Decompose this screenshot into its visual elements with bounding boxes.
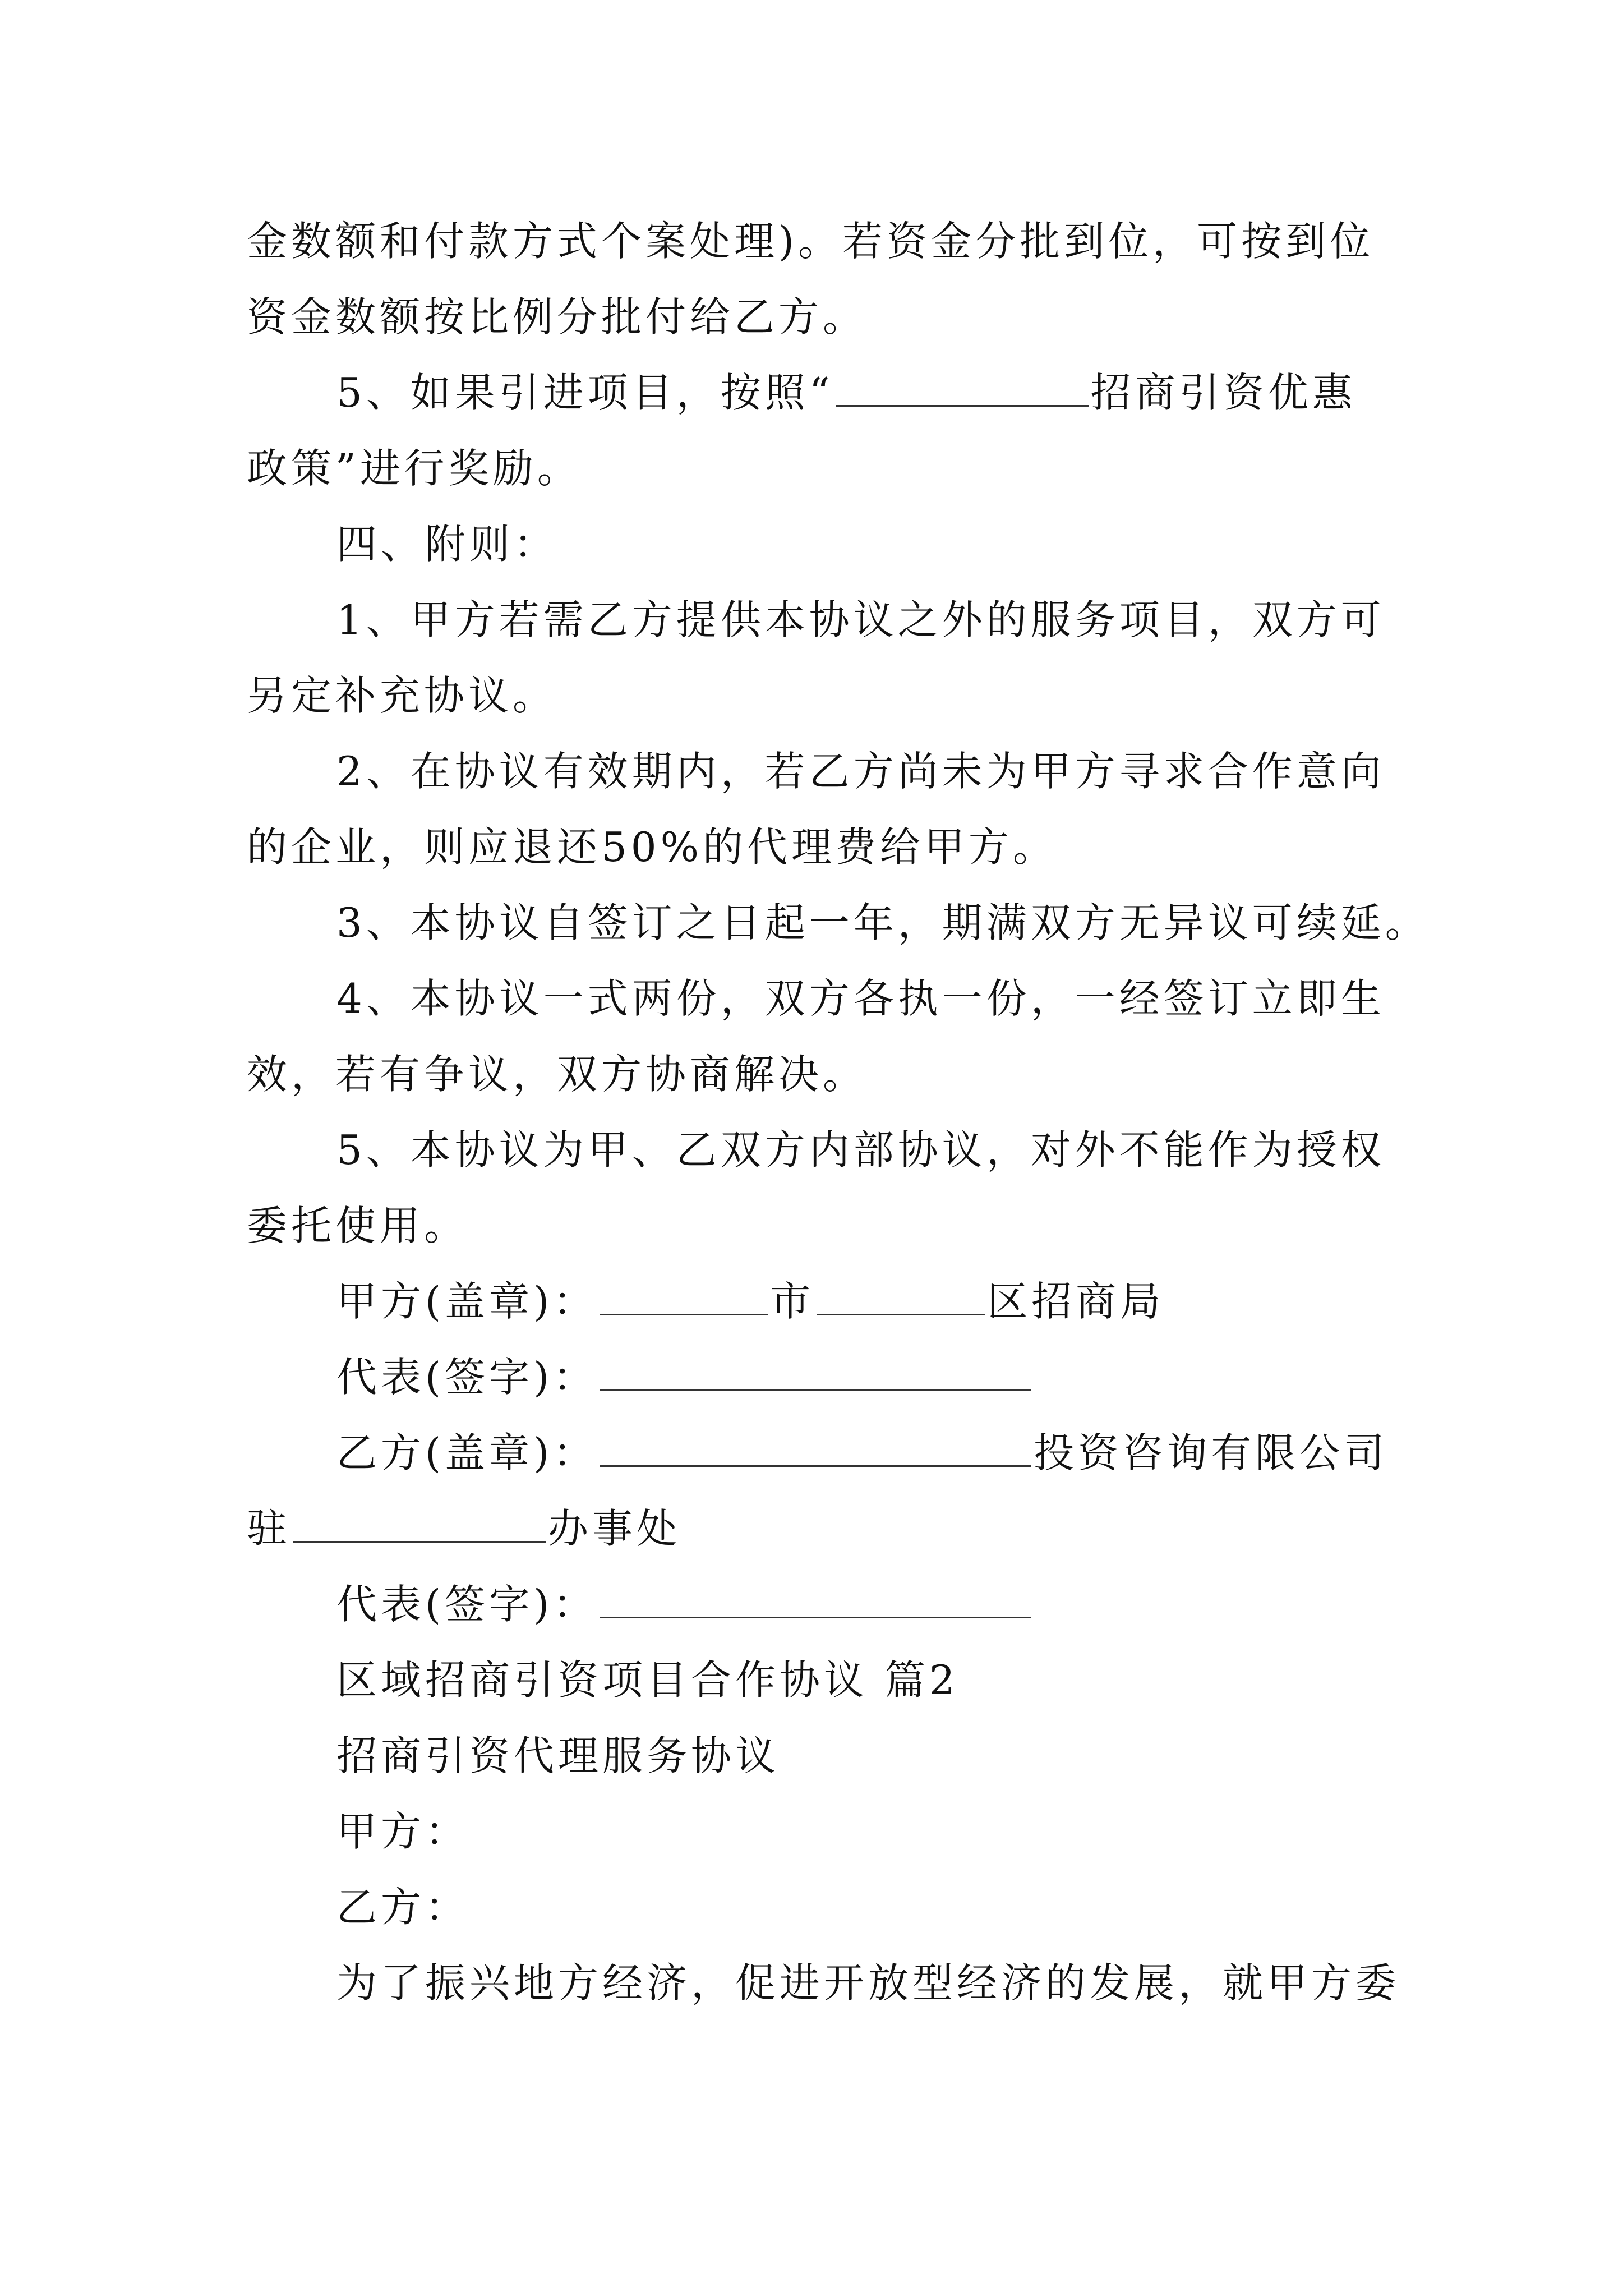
party-b-office-line [247,1501,681,1557]
paragraph-line: 3、本协议自签订之日起一年，期满双方无异议可续延。 [336,899,1430,946]
party-b-label: 乙方(盖章)： [336,1429,598,1476]
party-b-signature-line [336,1425,1388,1481]
paragraph-line-with-blank [336,365,1357,421]
fill-blank [600,1426,1031,1467]
rep-a-label: 代表(签字)： [336,1354,598,1401]
paragraph-line: 效，若有争议，双方协商解决。 [247,1051,868,1098]
fill-blank [293,1502,546,1543]
fill-blank [600,1274,768,1315]
section2-intro: 为了振兴地方经济，促进开放型经济的发展，就甲方委 [336,1959,1400,2007]
paragraph-line: 5、本协议为甲、乙双方内部协议，对外不能作为授权 [336,1126,1385,1174]
paragraph-line: 委托使用。 [247,1202,469,1249]
paragraph-line: 资金数额按比例分批付给乙方。 [247,293,868,341]
fill-blank [600,1577,1031,1618]
section2-heading: 区域招商引资项目合作协议 篇2 [336,1657,959,1704]
paragraph-line: 4、本协议一式两份，双方各执一份，一经签订立即生 [336,975,1385,1022]
paragraph-line: 政策”进行奖励。 [247,445,582,492]
party-a-label: 甲方(盖章)： [336,1278,598,1325]
line-text: 5、如果引进项目，按照“ [336,369,834,416]
rep-b-signature-line [336,1576,1034,1632]
fill-blank [817,1274,985,1315]
rep-b-label: 代表(签字)： [336,1581,598,1628]
party-a-city: 市 [770,1278,815,1325]
line-text: 招商引资优惠 [1090,369,1357,416]
fill-blank [600,1350,1031,1391]
party-b-office: 办事处 [548,1505,681,1552]
section2-title: 招商引资代理服务协议 [336,1732,780,1779]
rep-a-signature-line [336,1349,1034,1405]
party-a-bureau: 区招商局 [987,1278,1165,1325]
section2-party-b: 乙方： [336,1884,470,1931]
party-b-station: 驻 [247,1505,292,1552]
paragraph-line: 另定补充协议。 [247,672,557,719]
section2-party-a: 甲方： [336,1808,470,1855]
paragraph-line: 的企业，则应退还50%的代理费给甲方。 [247,823,1058,871]
fill-blank [836,366,1089,407]
section-heading: 四、附则： [336,521,559,568]
party-a-signature-line [336,1273,1164,1329]
paragraph-line: 1、甲方若需乙方提供本协议之外的服务项目，双方可 [336,596,1385,643]
paragraph-line: 2、在协议有效期内，若乙方尚未为甲方寻求合作意向 [336,748,1385,795]
party-b-company: 投资咨询有限公司 [1034,1429,1389,1476]
paragraph-line: 金数额和付款方式个案处理)。若资金分批到位，可按到位 [247,218,1375,265]
